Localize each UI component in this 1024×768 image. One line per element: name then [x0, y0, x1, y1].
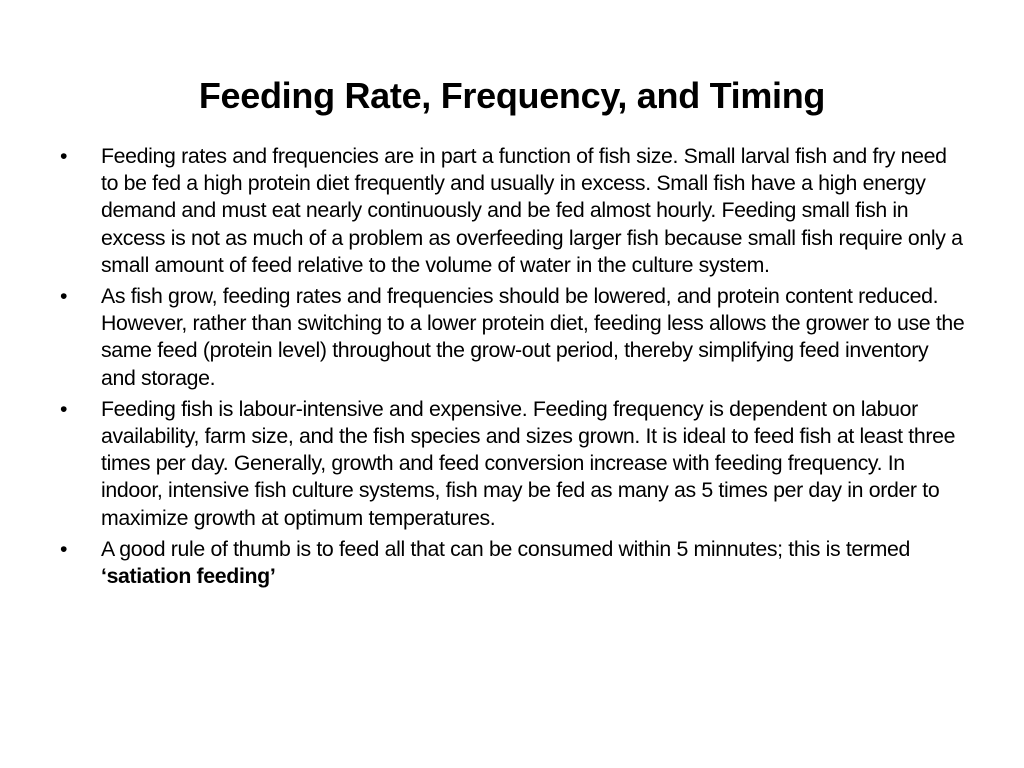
- bullet-item-1: [58, 143, 968, 279]
- bullet-text-1: Feeding rates and frequencies are in part a function of fish size. Small larval fish and fry need to be fed a high protein diet frequently and usually in excess. Small fish have a high energy demand and must eat nearly continuously and be fed almost hourly. Feeding small fish in excess is not as much of a problem as overfeeding larger fish because small fish require only a small amount of feed relative to the volume of water in the culture system.: [101, 144, 963, 277]
- bullet-icon: •: [60, 284, 68, 309]
- bullet-icon: •: [60, 144, 68, 168]
- bullet-text-3: Feeding fish is labour-intensive and expensive. Feeding frequency is dependent on labuor availability, farm size, and the fish species and sizes grown. It is ideal to feed fish at least three times per day. Generally, growth and feed conversion increase with feeding frequency. In indoor, intensive fish culture systems, fish may be fed as many as 5 times per day in order to maximize growth at optimum temperatures.: [101, 396, 956, 530]
- bullet-text-2: As fish grow, feeding rates and frequencies should be lowered, and protein content reduced. However, rather than switching to a lower protein diet, feeding less allows the grower to use the same feed (protein level) throughout the grow-out period, thereby simplifying feed inventory and storage.: [101, 284, 965, 390]
- satiation-feeding-term: ‘satiation feeding’: [101, 564, 276, 589]
- bullet-icon: •: [60, 536, 68, 561]
- bullet-icon: •: [60, 396, 68, 421]
- slide-title: Feeding Rate, Frequency, and Timing: [198, 75, 826, 116]
- bullet-item-2: [58, 283, 968, 392]
- bullet-list: [58, 143, 968, 594]
- bullet-item-3: [58, 396, 968, 532]
- bullet-text-4: A good rule of thumb is to feed all that can be consumed within 5 minnutes; this is termed: [101, 536, 911, 561]
- bullet-item-4: [58, 536, 968, 590]
